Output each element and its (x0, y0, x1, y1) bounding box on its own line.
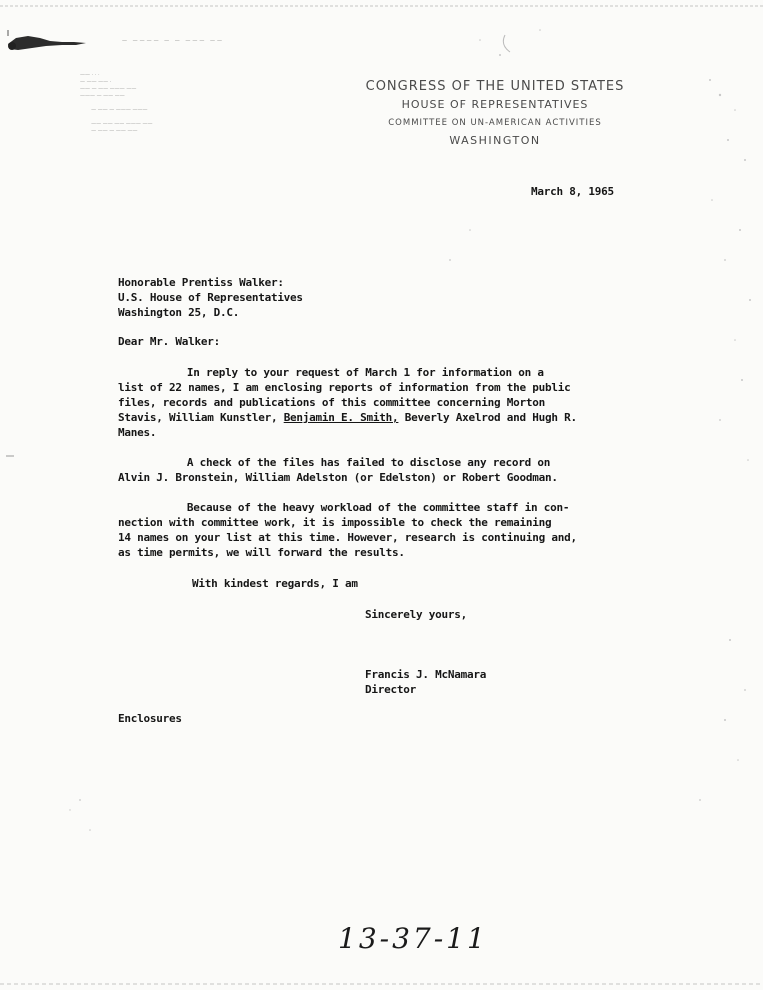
paragraph-1-line-4c: Beverly Axelrod and Hugh R. (398, 411, 577, 424)
recipient-name: Honorable Prentiss Walker: (118, 276, 284, 289)
paragraph-3-line-1: Because of the heavy workload of the committee staff in con- (155, 501, 570, 514)
paragraph-1-line-2: list of 22 names, I am enclosing reports of information from the public (118, 381, 571, 394)
recipient-office: U.S. House of Representatives (118, 291, 303, 304)
enclosures-note: Enclosures (118, 712, 182, 725)
letterhead-congress: CONGRESS OF THE UNITED STATES (365, 79, 625, 94)
paragraph-3-line-4: as time permits, we will forward the results. (118, 546, 405, 559)
paragraph-1-line-3: files, records and publications of this committee concerning Morton (118, 396, 545, 409)
letterhead-committee: COMMITTEE ON UN-AMERICAN ACTIVITIES (388, 118, 602, 128)
letter-date: March 8, 1965 (531, 185, 614, 198)
ink-blot-mark (6, 30, 116, 54)
recipient-city: Washington 25, D.C. (118, 306, 240, 319)
paragraph-1-line-4a: Stavis, William Kunstler, (118, 411, 284, 424)
salutation: Dear Mr. Walker: (118, 335, 220, 348)
paragraph-2-line-2: Alvin J. Bronstein, William Adelston (or Edelston) or Robert Goodman. (118, 471, 558, 484)
underlined-name: Benjamin E. Smith, (283, 411, 399, 424)
handwritten-file-number: 13-37-11 (338, 922, 488, 955)
paragraph-1-line-4 (118, 410, 577, 425)
letterhead-house: HOUSE OF REPRESENTATIVES (401, 98, 589, 111)
signer-title: Director (365, 683, 416, 696)
signer-name: Francis J. McNamara (365, 668, 487, 681)
complimentary-close: Sincerely yours, (365, 608, 467, 621)
paragraph-2-line-1: A check of the files has failed to disclose any record on (155, 456, 551, 469)
closing-regards: With kindest regards, I am (192, 577, 358, 590)
faint-letterhead-left: —— · · · — —— —— · —— — —— ——— —— ——— — —— —— — —— — ——— ——— —— —— —— ——— —— — —— — —— —— (80, 72, 153, 134)
paragraph-3-line-2: nection with committee work, it is impossible to check the remaining (118, 516, 552, 529)
paragraph-3-line-3: 14 names on your list at this time. However, research is continuing and, (118, 531, 577, 544)
paragraph-1-line-1: In reply to your request of March 1 for information on a (155, 366, 544, 379)
faint-header-line: — ———— — — ——— —— (122, 38, 224, 44)
letterhead-city: WASHINGTON (449, 134, 541, 147)
paragraph-1-line-5: Manes. (118, 426, 157, 439)
letterhead (330, 78, 660, 150)
